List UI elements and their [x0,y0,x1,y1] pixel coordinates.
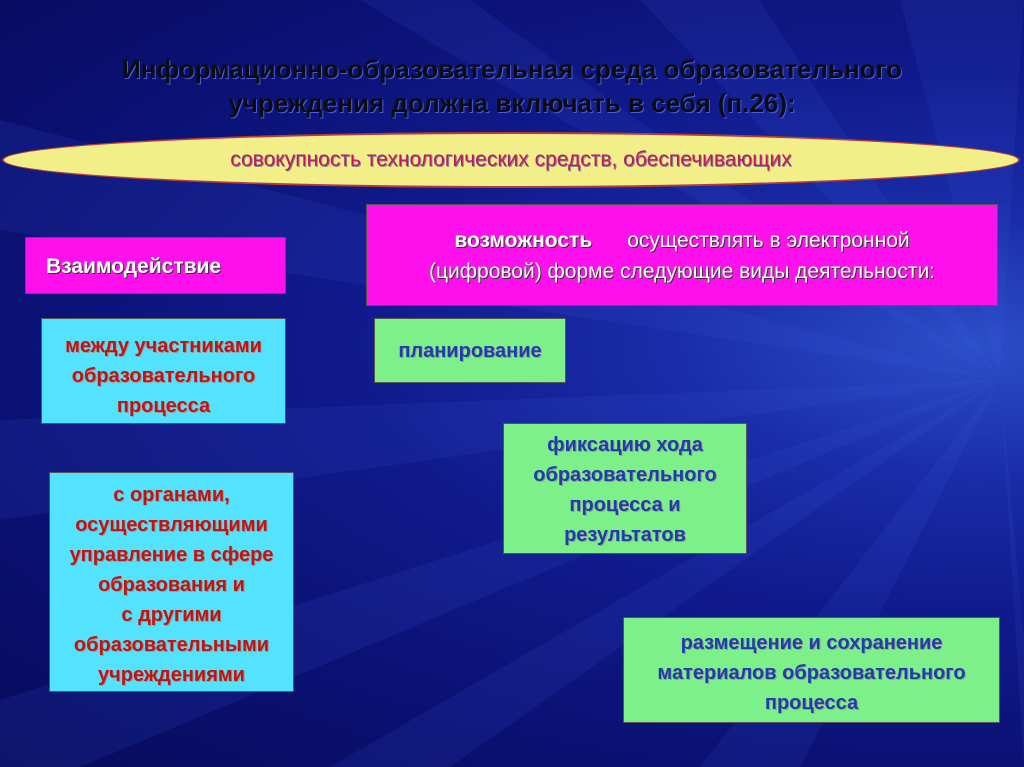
slide-title-line-1: Информационно-образовательная среда образовательного [122,54,902,84]
capability-box [366,204,998,306]
recording-line-2: образовательного [533,464,717,486]
storage-box [623,617,1000,723]
participants-line-2: образовательного [71,365,256,387]
authorities-line-2: осуществляющими [75,514,268,536]
authorities-line-4: образования и [98,574,245,596]
storage-line-2: материалов образовательного [657,662,966,684]
capability-bold-word: возможность [454,229,593,252]
authorities-line-7: учреждениями [98,664,245,686]
recording-line-3: процесса и [569,494,681,516]
authorities-line-6: образовательными [73,634,270,656]
interaction-heading-box [25,237,286,294]
capability-line-1 [377,225,987,256]
capability-line-1-rest: осуществлять в электронной [627,229,910,252]
authorities-line-3: управление в сфере [69,544,274,566]
authorities-line-5: с другими [121,604,222,626]
recording-line-1: фиксацию хода [547,434,703,456]
authorities-line-1: с органами, [113,484,230,506]
recording-line-4: результатов [564,524,686,546]
storage-line-1: размещение и сохранение [680,632,943,654]
storage-line-3: процесса [764,692,859,714]
slide-title [40,52,984,120]
participants-box [41,318,286,424]
slide-title-line-2: учреждения должна включать в себя (п.26): [228,88,796,118]
authorities-box [49,472,294,692]
planning-text: планирование [398,340,542,362]
recording-box [503,423,747,554]
participants-line-3: процесса [116,395,211,417]
participants-line-1: между участниками [65,335,262,357]
technology-ellipse [2,132,1020,188]
technology-ellipse-text: совокупность технологических средств, обеспечивающих [230,148,792,171]
planning-box [374,318,566,383]
interaction-heading-text: Взаимодействие [46,255,222,278]
capability-line-2: (цифровой) форме следующие виды деятельности: [428,260,936,283]
